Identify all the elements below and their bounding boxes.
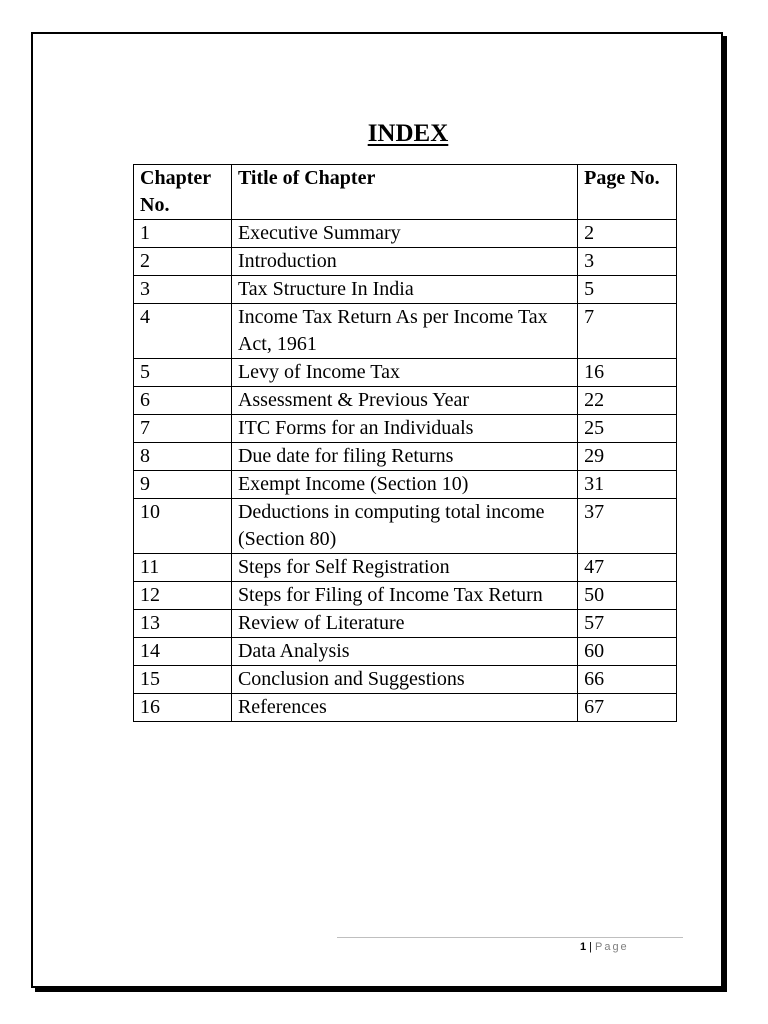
table-row (134, 666, 677, 694)
chapter-title-cell: Tax Structure In India (231, 276, 577, 304)
page-no-cell: 29 (578, 443, 677, 471)
table-row (134, 638, 677, 666)
chapter-title-cell: Executive Summary (231, 220, 577, 248)
chapter-title-cell: Review of Literature (231, 610, 577, 638)
chapter-title-cell: Data Analysis (231, 638, 577, 666)
page-number: 1 (580, 941, 587, 953)
table-row (134, 387, 677, 415)
page-no-cell: 60 (578, 638, 677, 666)
page-no-cell: 50 (578, 582, 677, 610)
table-body (134, 220, 677, 722)
page-label: Page (594, 941, 629, 953)
page-title: INDEX (367, 120, 449, 147)
page-no-cell: 47 (578, 554, 677, 582)
chapter-title-cell: Introduction (231, 248, 577, 276)
table-row (134, 499, 677, 554)
chapter-no-cell: 15 (134, 666, 232, 694)
header-page-no: Page No. (578, 165, 677, 220)
table-row (134, 276, 677, 304)
chapter-title-cell: Conclusion and Suggestions (231, 666, 577, 694)
chapter-no-cell: 5 (134, 359, 232, 387)
table-row (134, 415, 677, 443)
page-separator: | (589, 941, 592, 953)
table-row (134, 304, 677, 359)
footer-page-number (580, 941, 629, 953)
index-table (133, 164, 677, 722)
page-no-cell: 5 (578, 276, 677, 304)
page-no-cell: 66 (578, 666, 677, 694)
chapter-no-cell: 1 (134, 220, 232, 248)
header-chapter-no: Chapter No. (134, 165, 232, 220)
chapter-title-cell: Due date for filing Returns (231, 443, 577, 471)
footer-rule (337, 937, 683, 938)
page-no-cell: 25 (578, 415, 677, 443)
page-no-cell: 31 (578, 471, 677, 499)
table-row (134, 443, 677, 471)
chapter-no-cell: 3 (134, 276, 232, 304)
table-row (134, 248, 677, 276)
chapter-title-cell: Levy of Income Tax (231, 359, 577, 387)
page-no-cell: 57 (578, 610, 677, 638)
table-row (134, 220, 677, 248)
table-row (134, 610, 677, 638)
chapter-no-cell: 8 (134, 443, 232, 471)
page-no-cell: 16 (578, 359, 677, 387)
chapter-no-cell: 7 (134, 415, 232, 443)
page-no-cell: 67 (578, 694, 677, 722)
header-title-of-chapter: Title of Chapter (231, 165, 577, 220)
chapter-no-cell: 14 (134, 638, 232, 666)
chapter-title-cell: ITC Forms for an Individuals (231, 415, 577, 443)
chapter-no-cell: 2 (134, 248, 232, 276)
chapter-no-cell: 10 (134, 499, 232, 554)
chapter-no-cell: 16 (134, 694, 232, 722)
page-no-cell: 37 (578, 499, 677, 554)
chapter-title-cell: Steps for Filing of Income Tax Return (231, 582, 577, 610)
chapter-no-cell: 6 (134, 387, 232, 415)
page-no-cell: 2 (578, 220, 677, 248)
page-no-cell: 3 (578, 248, 677, 276)
chapter-no-cell: 13 (134, 610, 232, 638)
table-row (134, 694, 677, 722)
chapter-title-cell: Deductions in computing total income (Section 80) (231, 499, 577, 554)
table-row (134, 582, 677, 610)
chapter-title-cell: Income Tax Return As per Income Tax Act, 1961 (231, 304, 577, 359)
chapter-title-cell: Steps for Self Registration (231, 554, 577, 582)
page-no-cell: 22 (578, 387, 677, 415)
chapter-no-cell: 11 (134, 554, 232, 582)
chapter-no-cell: 4 (134, 304, 232, 359)
chapter-no-cell: 9 (134, 471, 232, 499)
chapter-title-cell: References (231, 694, 577, 722)
page-no-cell: 7 (578, 304, 677, 359)
table-row (134, 554, 677, 582)
table-header-row (134, 165, 677, 220)
table-row (134, 471, 677, 499)
chapter-title-cell: Assessment & Previous Year (231, 387, 577, 415)
chapter-title-cell: Exempt Income (Section 10) (231, 471, 577, 499)
table-row (134, 359, 677, 387)
chapter-no-cell: 12 (134, 582, 232, 610)
